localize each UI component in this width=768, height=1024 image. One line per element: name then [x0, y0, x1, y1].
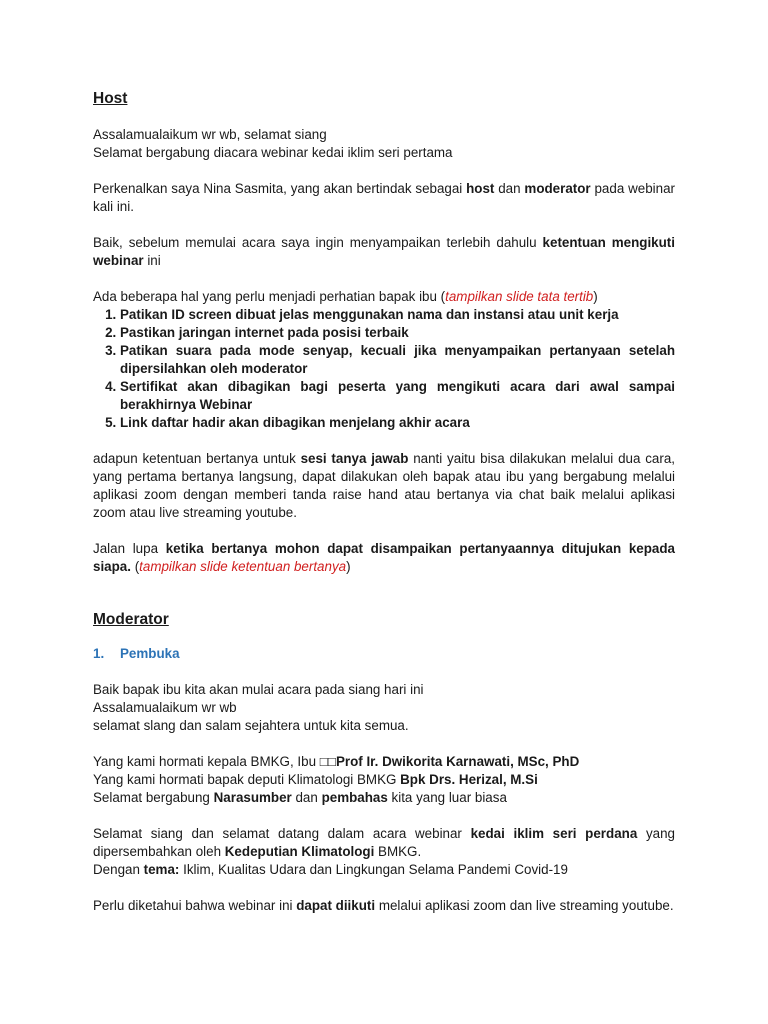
host-qa-rules: adapun ketentuan bertanya untuk sesi tanya jawab nanti yaitu bisa dilakukan melalui dua cara, yang pertama bertanya langsung, dapat dilakukan oleh bapak atau ibu yang bergabung melalui aplikasi zoom dengan memberi tanda raise hand atau bertanya via chat baik melalui aplikasi zoom atau live streaming youtube.: [93, 451, 675, 520]
list-item: 3. Patikan suara pada mode senyap, kecuali jika menyampaikan pertanyaan setelah dipersilahkan oleh moderator: [120, 342, 675, 378]
list-item: 2. Pastikan jaringan internet pada posisi terbaik: [120, 324, 675, 342]
rules-list: [93, 306, 675, 432]
list-item: 4. Sertifikat akan dibagikan bagi peserta yang mengikuti acara dari awal sampai berakhirnya Webinar: [120, 378, 675, 414]
host-attention: Ada beberapa hal yang perlu menjadi perhatian bapak ibu (tampilkan slide tata tertib): [93, 289, 598, 304]
moderator-line-3: selamat slang dan salam sejahtera untuk kita semua.: [93, 718, 409, 733]
moderator-line-1: Baik bapak ibu kita akan mulai acara pada siang hari ini: [93, 682, 424, 697]
list-item: 5. Link daftar hadir akan dibagikan menjelang akhir acara: [120, 414, 675, 432]
host-greeting-2: Selamat bergabung diacara webinar kedai iklim seri pertama: [93, 145, 453, 160]
moderator-event: Selamat siang dan selamat datang dalam acara webinar kedai iklim seri perdana yang dipersembahkan oleh Kedeputian Klimatologi BMKG.: [93, 826, 675, 859]
host-rules-intro: Baik, sebelum memulai acara saya ingin menyampaikan terlebih dahulu ketentuan mengikuti webinar ini: [93, 235, 675, 268]
moderator-line-2: Assalamualaikum wr wb: [93, 700, 237, 715]
moderator-welcome: Selamat bergabung Narasumber dan pembahas kita yang luar biasa: [93, 790, 507, 805]
host-reminder: Jalan lupa ketika bertanya mohon dapat disampaikan pertanyaannya ditujukan kepada siapa. (tampilkan slide ketentuan bertanya): [93, 541, 675, 574]
slide-cue: tampilkan slide tata tertib: [445, 289, 594, 304]
host-intro: Perkenalkan saya Nina Sasmita, yang akan bertindak sebagai host dan moderator pada webinar kali ini.: [93, 181, 675, 214]
slide-cue: tampilkan slide ketentuan bertanya: [139, 559, 347, 574]
list-item: 1. Patikan ID screen dibuat jelas menggunakan nama dan instansi atau unit kerja: [120, 306, 675, 324]
document-body: [93, 88, 675, 915]
moderator-honor-1: Yang kami hormati kepala BMKG, Ibu □□Prof Ir. Dwikorita Karnawati, MSc, PhD: [93, 754, 580, 769]
host-heading: Host: [93, 90, 128, 107]
moderator-theme: Dengan tema: Iklim, Kualitas Udara dan Lingkungan Selama Pandemi Covid-19: [93, 862, 568, 877]
moderator-heading: Moderator: [93, 611, 169, 628]
moderator-note: Perlu diketahui bahwa webinar ini dapat diikuti melalui aplikasi zoom dan live streaming youtube.: [93, 898, 674, 913]
section-heading-pembuka: 1. Pembuka: [93, 646, 180, 661]
moderator-honor-2: Yang kami hormati bapak deputi Klimatologi BMKG Bpk Drs. Herizal, M.Si: [93, 772, 538, 787]
host-greeting-1: Assalamualaikum wr wb, selamat siang: [93, 127, 327, 142]
